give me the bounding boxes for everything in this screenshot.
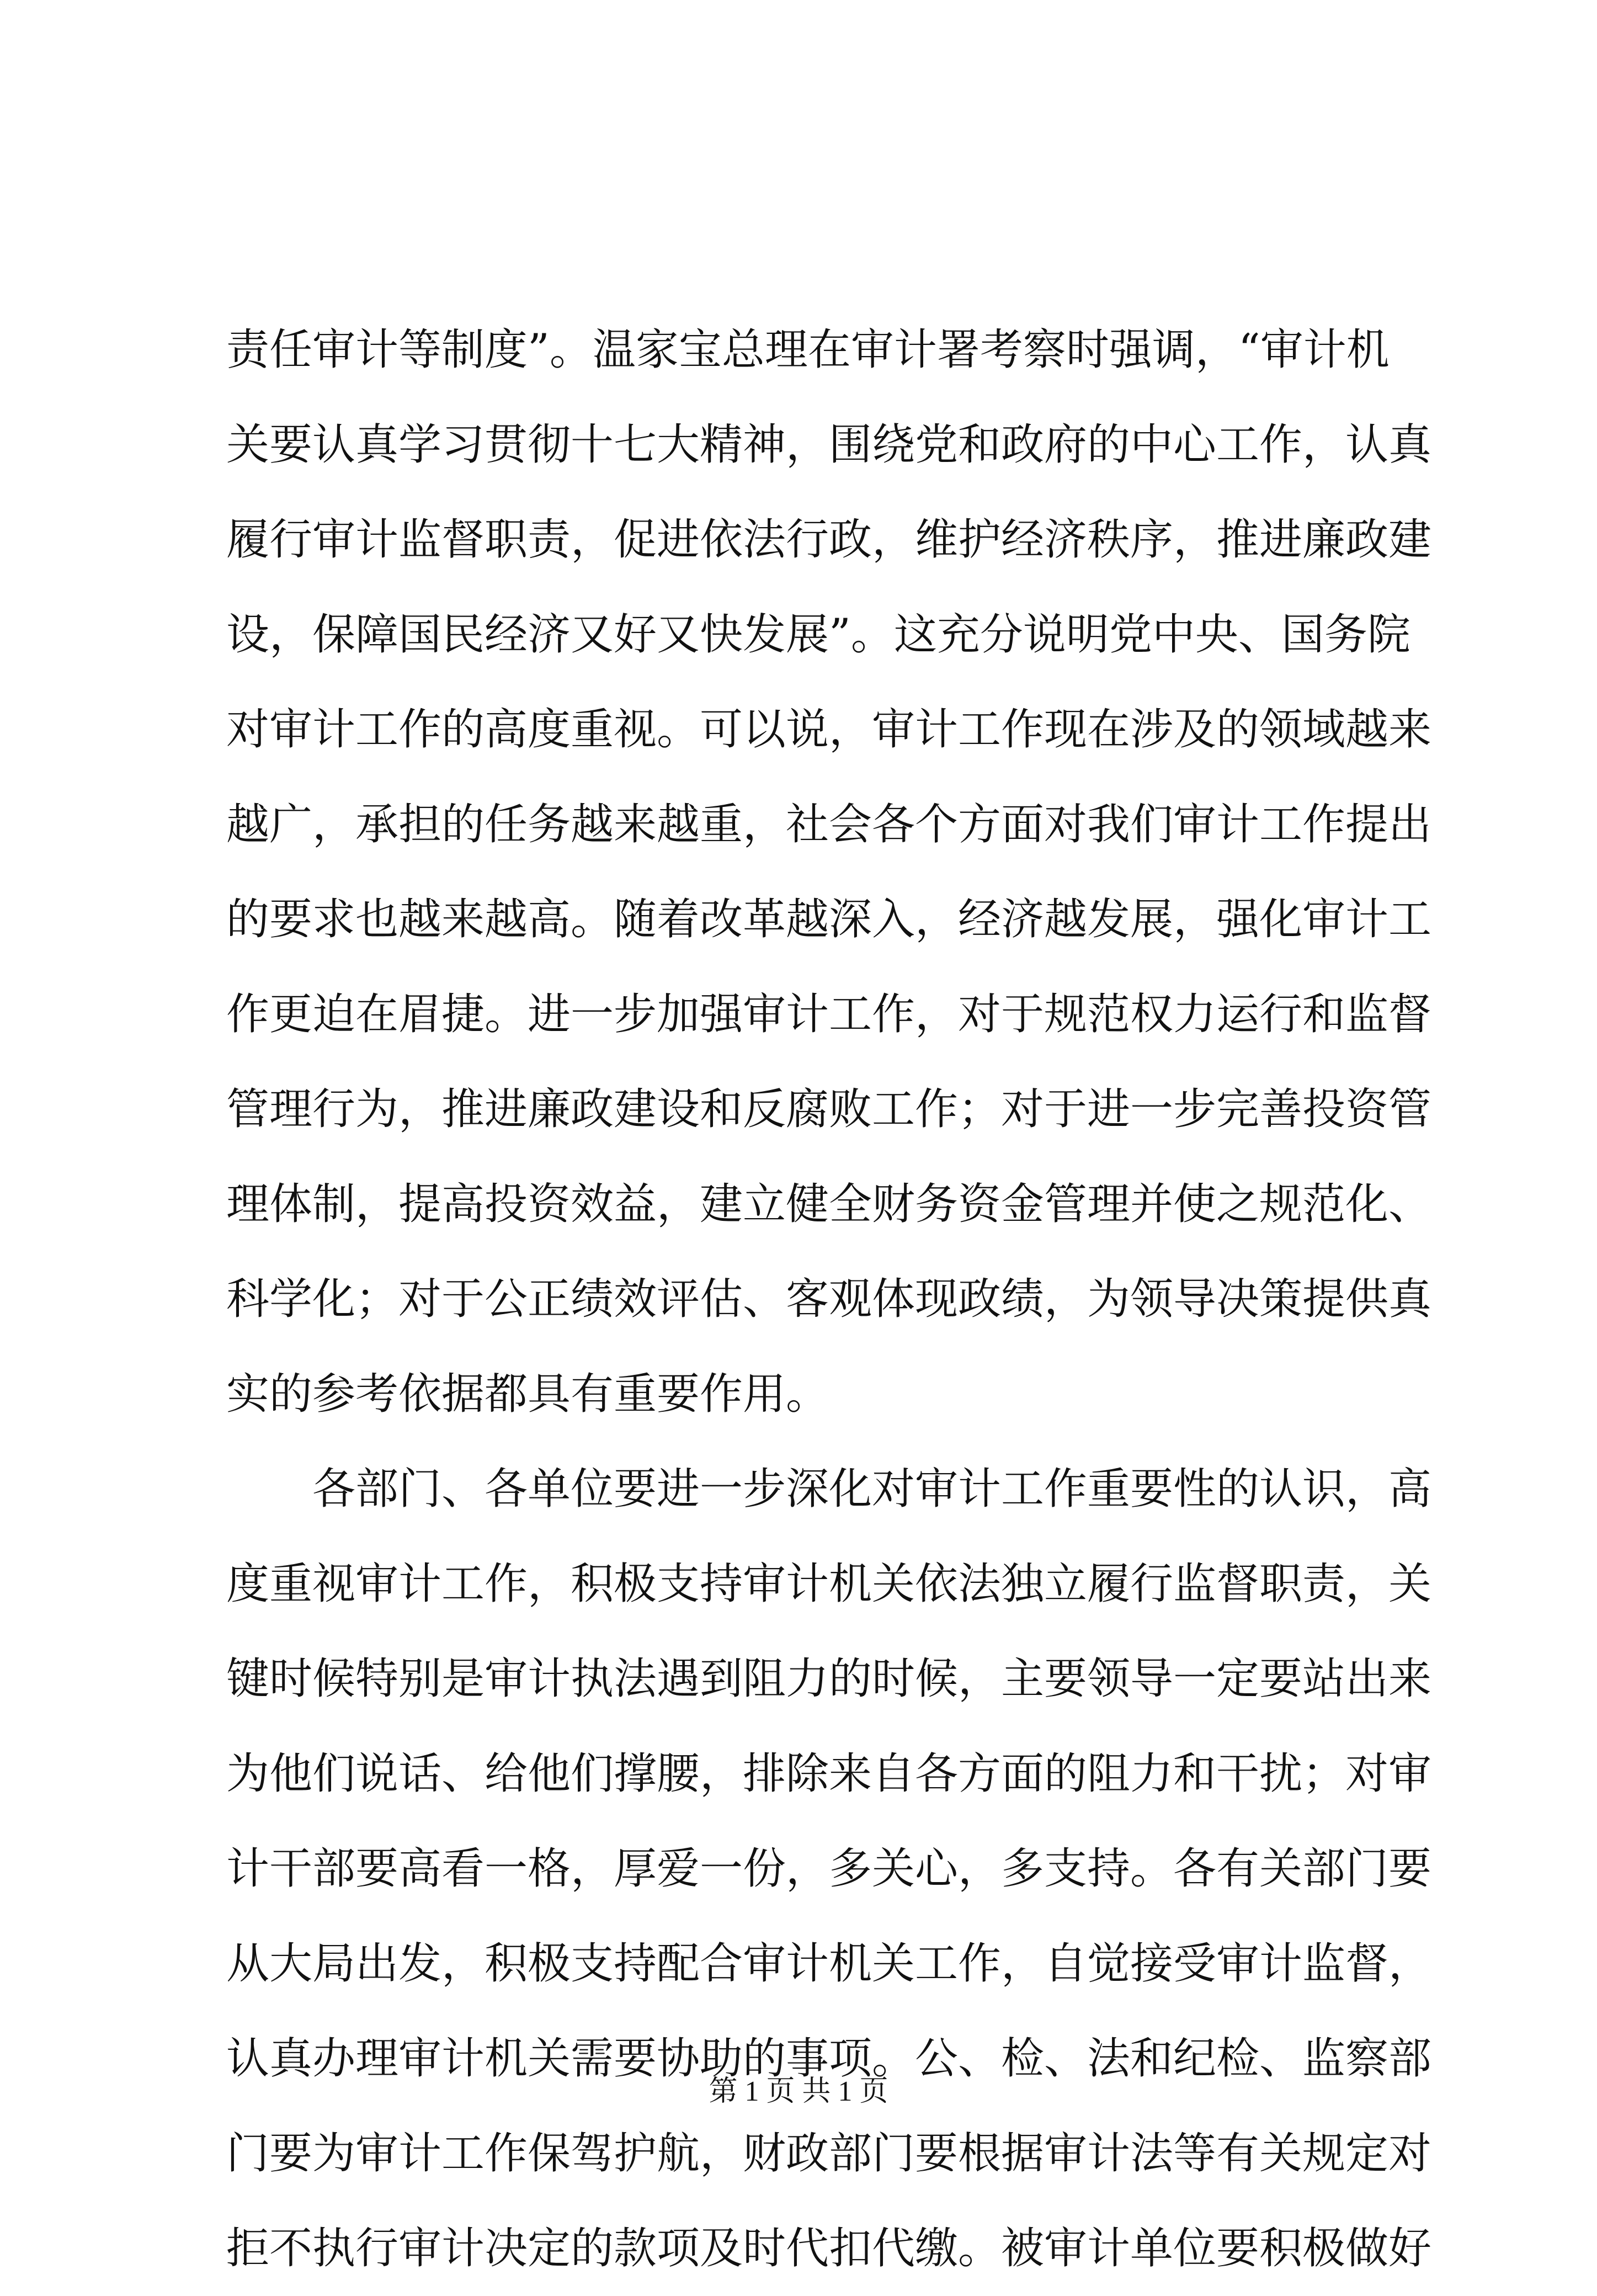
text-line: 作更迫在眉捷。进一步加强审计工作，对于规范权力运行和监督 bbox=[226, 990, 1432, 1039]
text-line: 认真办理审计机关需要协助的事项。公、检、法和纪检、监察部 bbox=[226, 2034, 1432, 2084]
text-line: 管理行为，推进廉政建设和反腐败工作；对于进一步完善投资管 bbox=[226, 1085, 1432, 1134]
text-line: 履行审计监督职责，促进依法行政，维护经济秩序，推进廉政建 bbox=[226, 515, 1432, 565]
text-line: 实的参考依据都具有重要作用。 bbox=[226, 1369, 829, 1419]
text-line: 越广，承担的任务越来越重，社会各个方面对我们审计工作提出 bbox=[226, 800, 1432, 849]
text-line: 各部门、各单位要进一步深化对审计工作重要性的认识，高 bbox=[312, 1464, 1432, 1514]
document-body bbox=[226, 302, 1432, 2296]
text-line: 科学化；对于公正绩效评估、客观体现政绩，为领导决策提供真 bbox=[226, 1274, 1432, 1324]
text-line: 键时候特别是审计执法遇到阻力的时候，主要领导一定要站出来 bbox=[226, 1654, 1432, 1704]
text-line: 关要认真学习贯彻十七大精神，围绕党和政府的中心工作，认真 bbox=[226, 420, 1432, 470]
paragraph-2 bbox=[226, 1442, 1432, 2296]
text-line: 从大局出发，积极支持配合审计机关工作，自觉接受审计监督， bbox=[226, 1939, 1432, 1989]
text-line: 度重视审计工作，积极支持审计机关依法独立履行监督职责，关 bbox=[226, 1559, 1432, 1609]
text-line: 设，保障国民经济又好又快发展”。这充分说明党中央、国务院 bbox=[226, 610, 1410, 660]
page-number-footer: 第 1 页 共 1 页 bbox=[709, 2076, 888, 2107]
text-line: 对审计工作的高度重视。可以说，审计工作现在涉及的领域越来 bbox=[226, 705, 1432, 754]
paragraph-1 bbox=[226, 302, 1432, 1442]
text-line: 理体制，提高投资效益，建立健全财务资金管理并使之规范化、 bbox=[226, 1179, 1432, 1229]
text-line: 为他们说话、给他们撑腰，排除来自各方面的阻力和干扰；对审 bbox=[226, 1749, 1432, 1799]
text-line: 门要为审计工作保驾护航，财政部门要根据审计法等有关规定对 bbox=[226, 2129, 1432, 2178]
text-line: 的要求也越来越高。随着改革越深入，经济越发展，强化审计工 bbox=[226, 895, 1432, 944]
text-line: 拒不执行审计决定的款项及时代扣代缴。被审计单位要积极做好 bbox=[226, 2224, 1432, 2273]
text-line: 计干部要高看一格，厚爱一份，多关心，多支持。各有关部门要 bbox=[226, 1844, 1432, 1894]
text-line: 责任审计等制度”。温家宝总理在审计署考察时强调，“审计机 bbox=[226, 325, 1390, 375]
